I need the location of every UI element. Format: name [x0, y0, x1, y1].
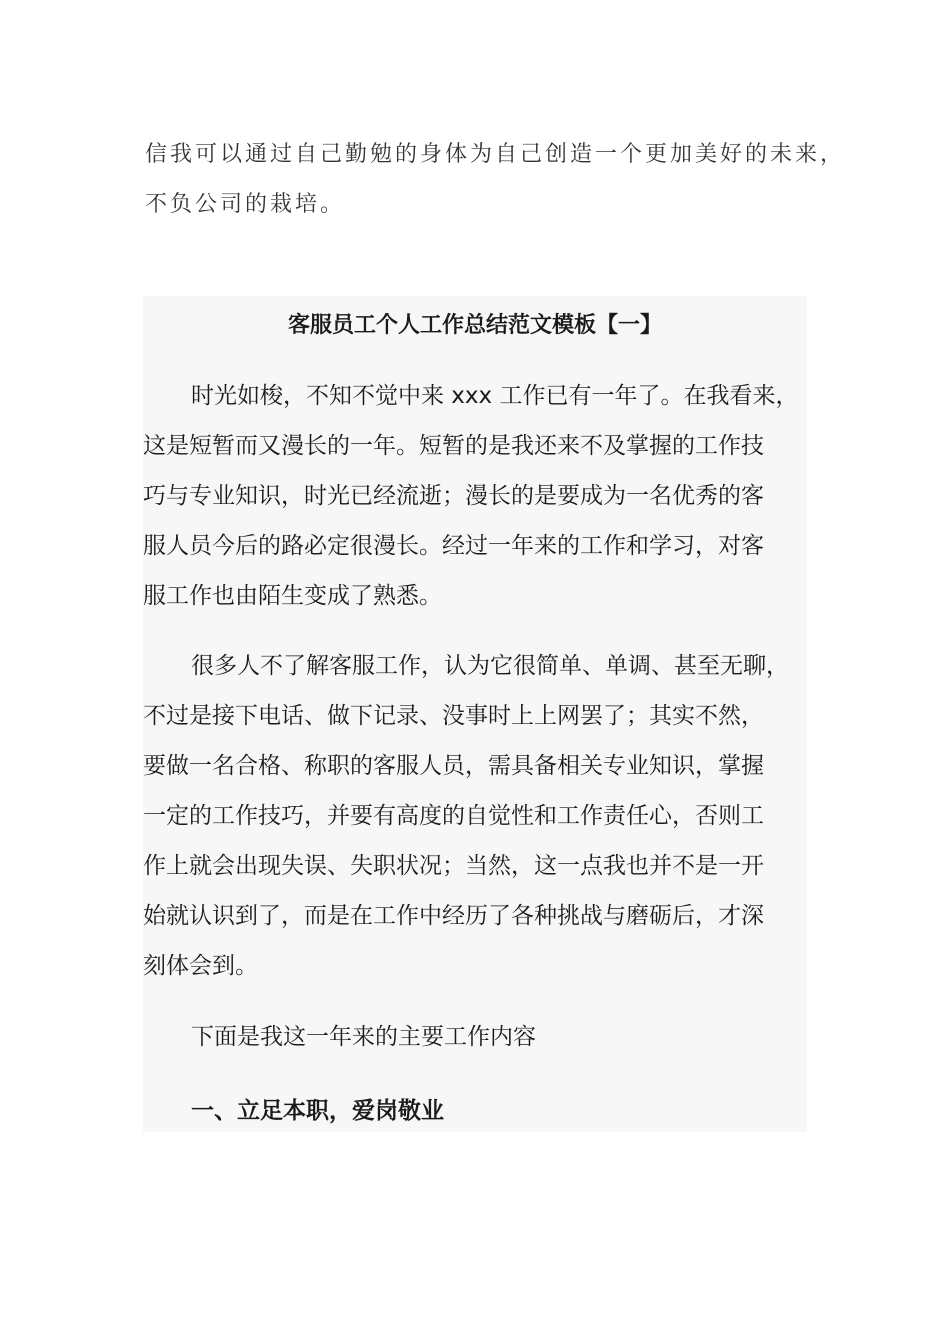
paragraph-1 [143, 371, 823, 621]
paragraph-line: 不过是接下电话、做下记录、没事时上上网罢了；其实不然， [143, 703, 764, 729]
paragraph-3 [143, 1012, 823, 1062]
paragraph-line: 一定的工作技巧，并要有高度的自觉性和工作责任心，否则工 [143, 803, 764, 829]
paragraph-line: 作上就会出现失误、失职状况；当然，这一点我也并不是一开 [143, 853, 764, 879]
paragraph-line: 始就认识到了，而是在工作中经历了各种挑战与磨砺后，才深 [143, 903, 764, 929]
intro-line: 不负公司的栽培。 [145, 192, 346, 217]
paragraph-line: 服人员今后的路必定很漫长。经过一年来的工作和学习，对客 [143, 533, 764, 559]
paragraph-line: 这是短暂而又漫长的一年。短暂的是我还来不及掌握的工作技 [143, 433, 764, 459]
paragraph-line: 刻体会到。 [143, 953, 258, 979]
article-block [143, 296, 807, 1132]
paragraph-line: 时光如梭，不知不觉中来 xxx 工作已有一年了。在我看来， [191, 383, 799, 409]
section-heading [143, 1086, 823, 1136]
paragraph-line: 下面是我这一年来的主要工作内容 [191, 1024, 536, 1050]
section-heading-text: 一、立足本职，爱岗敬业 [191, 1098, 444, 1124]
article-title: 客服员工个人工作总结范文模板【一】 [287, 313, 662, 338]
paragraph-line: 服工作也由陌生变成了熟悉。 [143, 583, 442, 609]
paragraph-2 [143, 641, 823, 991]
paragraph-line: 很多人不了解客服工作，认为它很简单、单调、甚至无聊， [191, 653, 789, 679]
intro-text [145, 130, 845, 230]
intro-line: 信我可以通过自己勤勉的身体为自己创造一个更加美好的未来， [145, 142, 846, 167]
paragraph-line: 巧与专业知识，时光已经流逝；漫长的是要成为一名优秀的客 [143, 483, 764, 509]
paragraph-line: 要做一名合格、称职的客服人员，需具备相关专业知识，掌握 [143, 753, 764, 779]
